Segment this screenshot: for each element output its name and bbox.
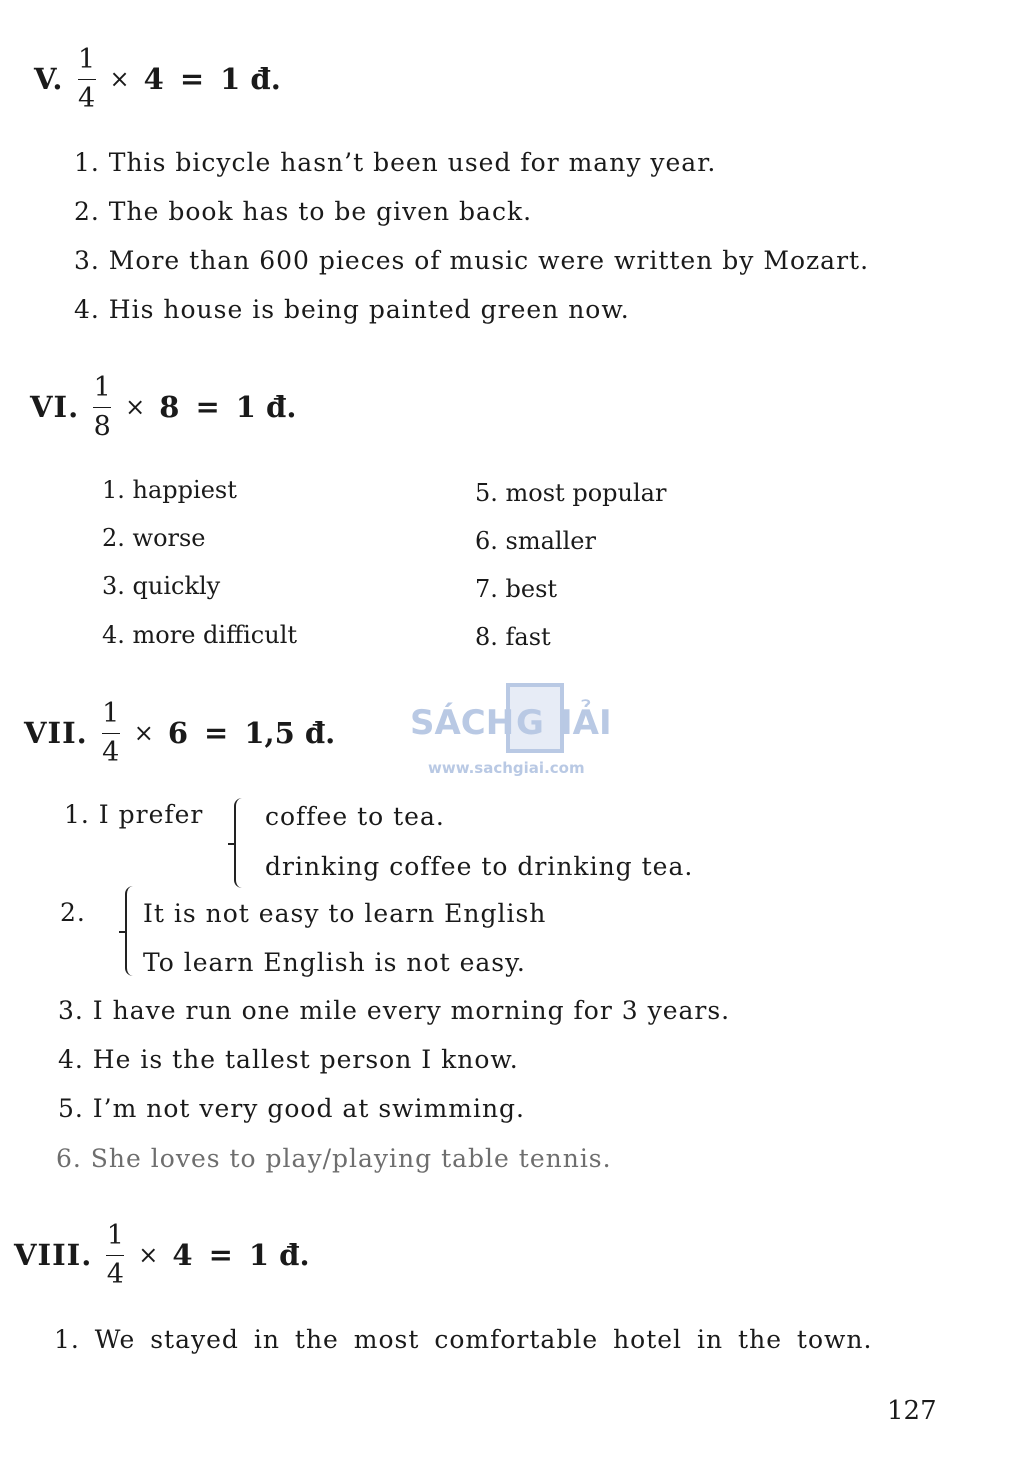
section-vii-heading: VII. $\frac{1}{4}$ × 6 = 1,5 đ.	[24, 698, 336, 768]
section-vi-answer-3: 3. quickly	[102, 572, 221, 600]
section-vi-answer-1: 1. happiest	[102, 476, 237, 504]
section-vii-score: 1,5 đ.	[244, 716, 336, 750]
section-vii-roman: VII.	[24, 716, 88, 750]
section-vii-item-2-option-1: It is not easy to learn English	[143, 899, 547, 928]
section-viii-roman: VIII.	[14, 1238, 93, 1272]
section-vii-answer-3: 3. I have run one mile every morning for 3 years.	[58, 996, 731, 1025]
section-v-answer-1: 1. This bicycle hasn’t been used for many year.	[74, 148, 717, 177]
section-v-fraction: $\frac{1}{4}$	[77, 44, 96, 114]
section-vii-answer-6: 6. She loves to play/playing table tennis.	[56, 1144, 612, 1173]
section-vii-item-2-lead: 2.	[60, 898, 86, 927]
section-vii-item-1-lead: 1. I prefer	[64, 800, 204, 829]
section-v-roman: V.	[34, 62, 64, 96]
section-vii-item-1-option-2: drinking coffee to drinking tea.	[265, 852, 694, 881]
page-number: 127	[887, 1396, 937, 1426]
section-viii-fraction: $\frac{1}{4}$	[106, 1220, 124, 1290]
section-vi-answer-8: 8. fast	[475, 623, 551, 651]
section-vi-answer-6: 6. smaller	[475, 527, 596, 555]
watermark-logo: SÁCH G IẢI www.sachgiai.com	[410, 683, 620, 773]
section-v-score: 1 đ.	[220, 62, 281, 96]
section-v-answer-3: 3. More than 600 pieces of music were written by Mozart.	[74, 246, 870, 275]
section-v-answer-2: 2. The book has to be given back.	[74, 197, 533, 226]
section-vi-answer-4: 4. more difficult	[102, 621, 298, 649]
section-vi-fraction: $\frac{1}{8}$	[93, 372, 111, 442]
section-vii-answer-4: 4. He is the tallest person I know.	[58, 1045, 519, 1074]
section-v-heading: V. $\frac{1}{4}$ × 4 = 1 đ.	[34, 44, 281, 114]
section-vii-item-2-option-2: To learn English is not easy.	[143, 948, 526, 977]
brace-icon	[125, 886, 133, 976]
section-vi-answer-2: 2. worse	[102, 524, 206, 552]
section-vii-answer-5: 5. I’m not very good at swimming.	[58, 1094, 525, 1123]
section-viii-answer-1: 1. We stayed in the most comfortable hotel in the town.	[54, 1325, 873, 1354]
section-viii-heading: VIII. $\frac{1}{4}$ × 4 = 1 đ.	[14, 1220, 310, 1290]
brace-icon	[234, 798, 242, 888]
section-vi-heading: VI. $\frac{1}{8}$ × 8 = 1 đ.	[30, 372, 297, 442]
section-vi-roman: VI.	[30, 390, 80, 424]
section-vi-answer-5: 5. most popular	[475, 479, 667, 507]
section-vii-item-1-option-1: coffee to tea.	[265, 802, 445, 831]
section-vi-score: 1 đ.	[235, 390, 297, 424]
section-vi-answer-7: 7. best	[475, 575, 558, 603]
watermark-url: www.sachgiai.com	[428, 759, 585, 777]
section-vii-fraction: $\frac{1}{4}$	[102, 698, 120, 768]
section-viii-score: 1 đ.	[248, 1238, 310, 1272]
section-v-answer-4: 4. His house is being painted green now.	[74, 295, 630, 324]
